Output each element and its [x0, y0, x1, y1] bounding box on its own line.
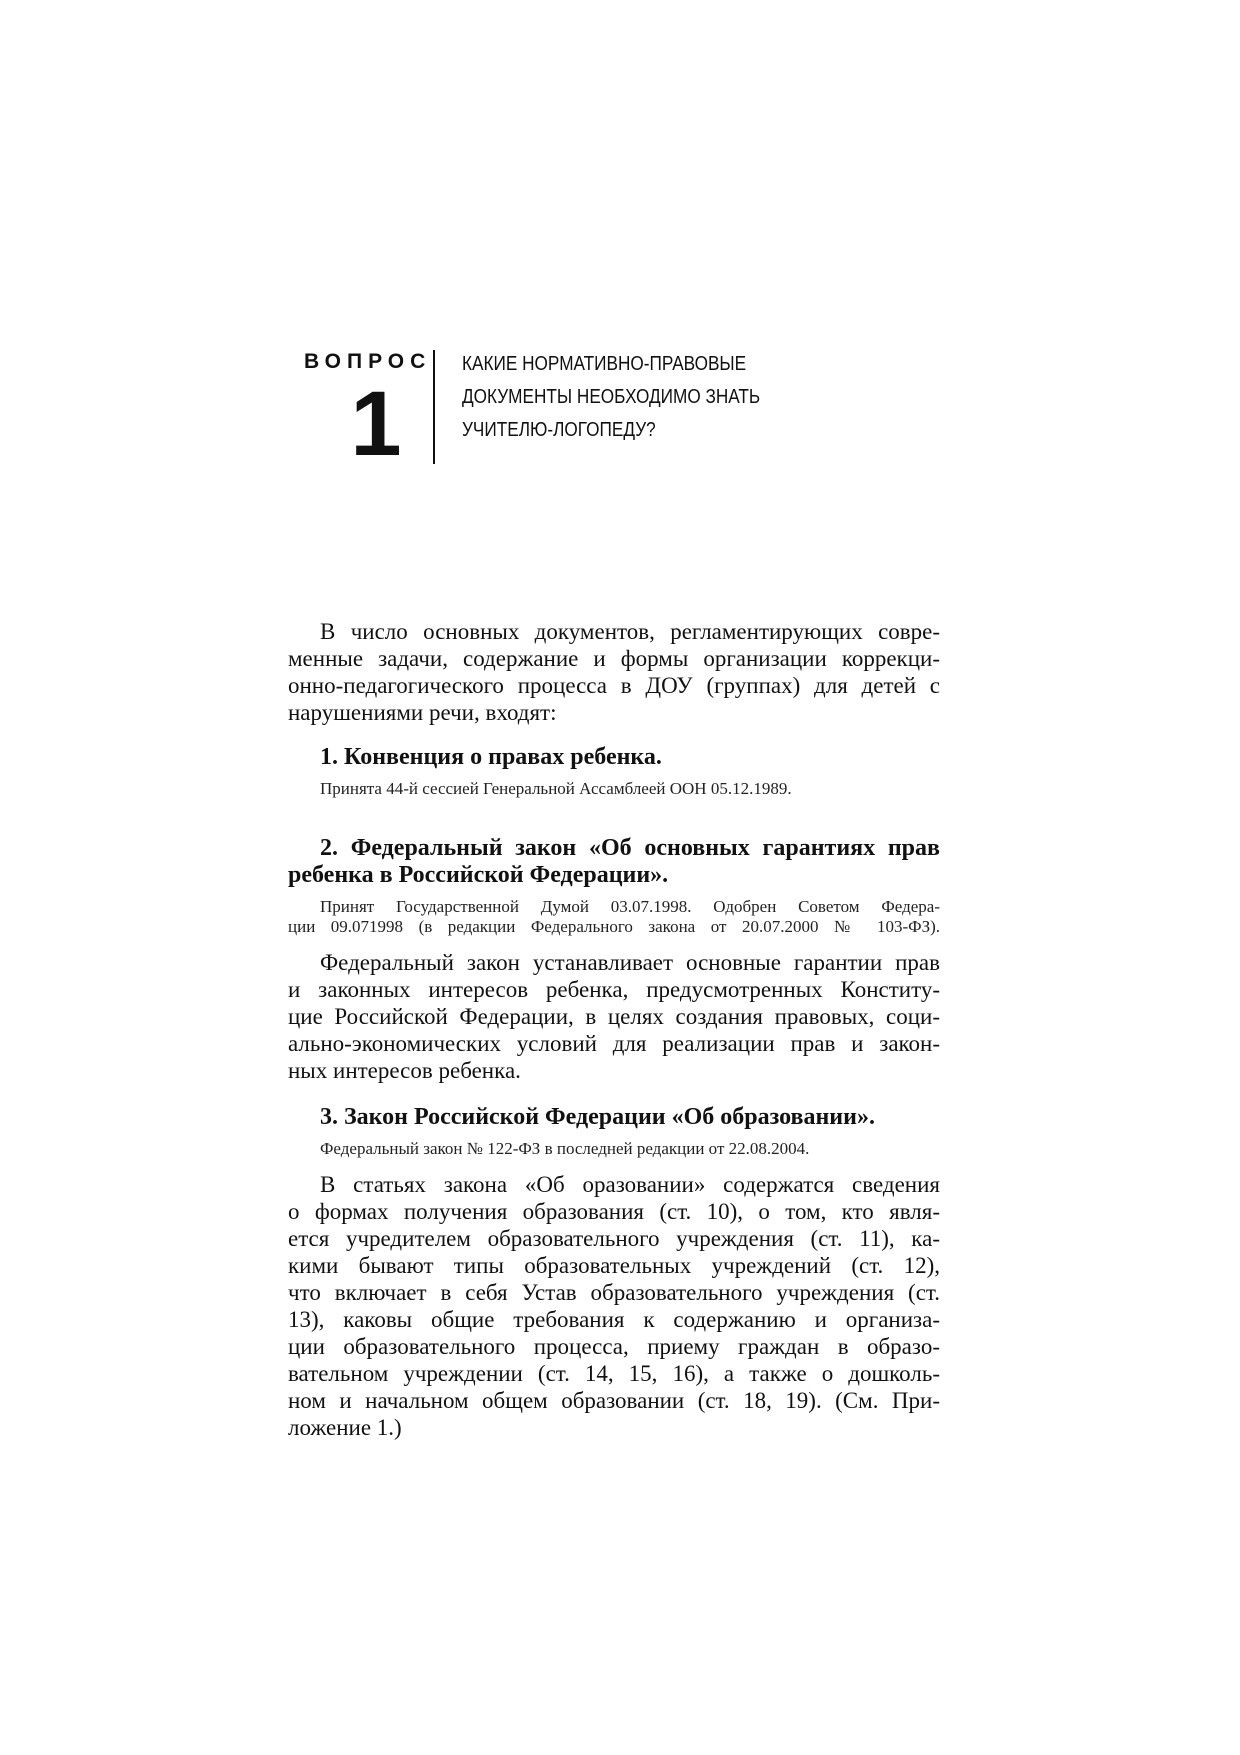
question-title-line: УЧИТЕЛЮ-ЛОГОПЕДУ? [462, 419, 656, 441]
question-title-line: ДОКУМЕНТЫ НЕОБХОДИМО ЗНАТЬ [462, 386, 761, 408]
text-line: Федеральный закон устанавливает основные гарантии прав [320, 950, 940, 975]
note-line: Федеральный закон № 122-ФЗ в последней редакции от 22.08.2004. [320, 1139, 810, 1158]
note-line: Принят Государственной Думой 03.07.1998. Одобрен Советом Федера- [320, 897, 940, 916]
text-line: В число основных документов, регламентирующих совре- [320, 619, 940, 644]
heading-line: ребенка в Российской Федерации». [288, 862, 669, 888]
heading-line: 2. Федеральный закон «Об основных гарантиях прав [320, 835, 940, 861]
text-line: В статьях закона «Об оразовании» содержатся сведения [320, 1172, 940, 1197]
question-label: ВОПРОС [304, 350, 432, 373]
question-header [290, 348, 790, 475]
item-1-note [288, 779, 940, 799]
item-3-text [288, 1171, 940, 1441]
text-line: ном и начальном общем образовании (ст. 18, 19). (См. При- [288, 1388, 940, 1413]
text-line: что включает в себя Устав образовательного учреждения (ст. [288, 1280, 940, 1305]
vertical-divider [433, 350, 435, 464]
text-line: нарушениями речи, входят: [288, 700, 557, 725]
item-2-text [288, 949, 940, 1084]
text-line: ции образовательного процесса, приему граждан в образо- [288, 1334, 940, 1359]
heading-line: 3. Закон Российской Федерации «Об образовании». [320, 1104, 875, 1130]
item-2-heading [288, 835, 940, 889]
item-1-heading [288, 744, 940, 771]
question-number: 1 [350, 373, 402, 475]
text-line: вательном учреждении (ст. 14, 15, 16), а также о дошколь- [288, 1361, 940, 1386]
intro-paragraph [288, 618, 940, 726]
note-line: ции 09.071998 (в редакции Федерального закона от 20.07.2000 № 103-ФЗ). [288, 917, 940, 936]
text-line: ложение 1.) [288, 1415, 402, 1440]
item-2-note [288, 897, 940, 937]
item-3-heading [288, 1104, 940, 1131]
text-line: ных интересов ребенка. [288, 1058, 521, 1083]
note-line: Принята 44-й сессией Генеральной Ассамблеей ООН 05.12.1989. [320, 779, 792, 798]
text-line: о формах получения образования (ст. 10), о том, кто явля- [288, 1199, 940, 1224]
item-3-note [288, 1139, 940, 1159]
text-line: онно-педагогического процесса в ДОУ (группах) для детей с [288, 673, 940, 698]
question-title [462, 348, 789, 447]
text-line: кими бывают типы образовательных учреждений (ст. 12), [288, 1253, 940, 1278]
question-title-line: КАКИЕ НОРМАТИВНО-ПРАВОВЫЕ [462, 353, 747, 375]
heading-line: 1. Конвенция о правах ребенка. [320, 744, 662, 770]
text-line: и законных интересов ребенка, предусмотренных Конститу- [288, 977, 940, 1002]
text-line: ется учредителем образовательного учреждения (ст. 11), ка- [288, 1226, 940, 1251]
text-line: менные задачи, содержание и формы организации коррекци- [288, 646, 940, 671]
text-line: цие Российской Федерации, в целях создания правовых, соци- [288, 1004, 940, 1029]
page-content [288, 618, 940, 1441]
text-line: ально-экономических условий для реализации прав и закон- [288, 1031, 940, 1056]
text-line: 13), каковы общие требования к содержанию и организа- [288, 1307, 940, 1332]
